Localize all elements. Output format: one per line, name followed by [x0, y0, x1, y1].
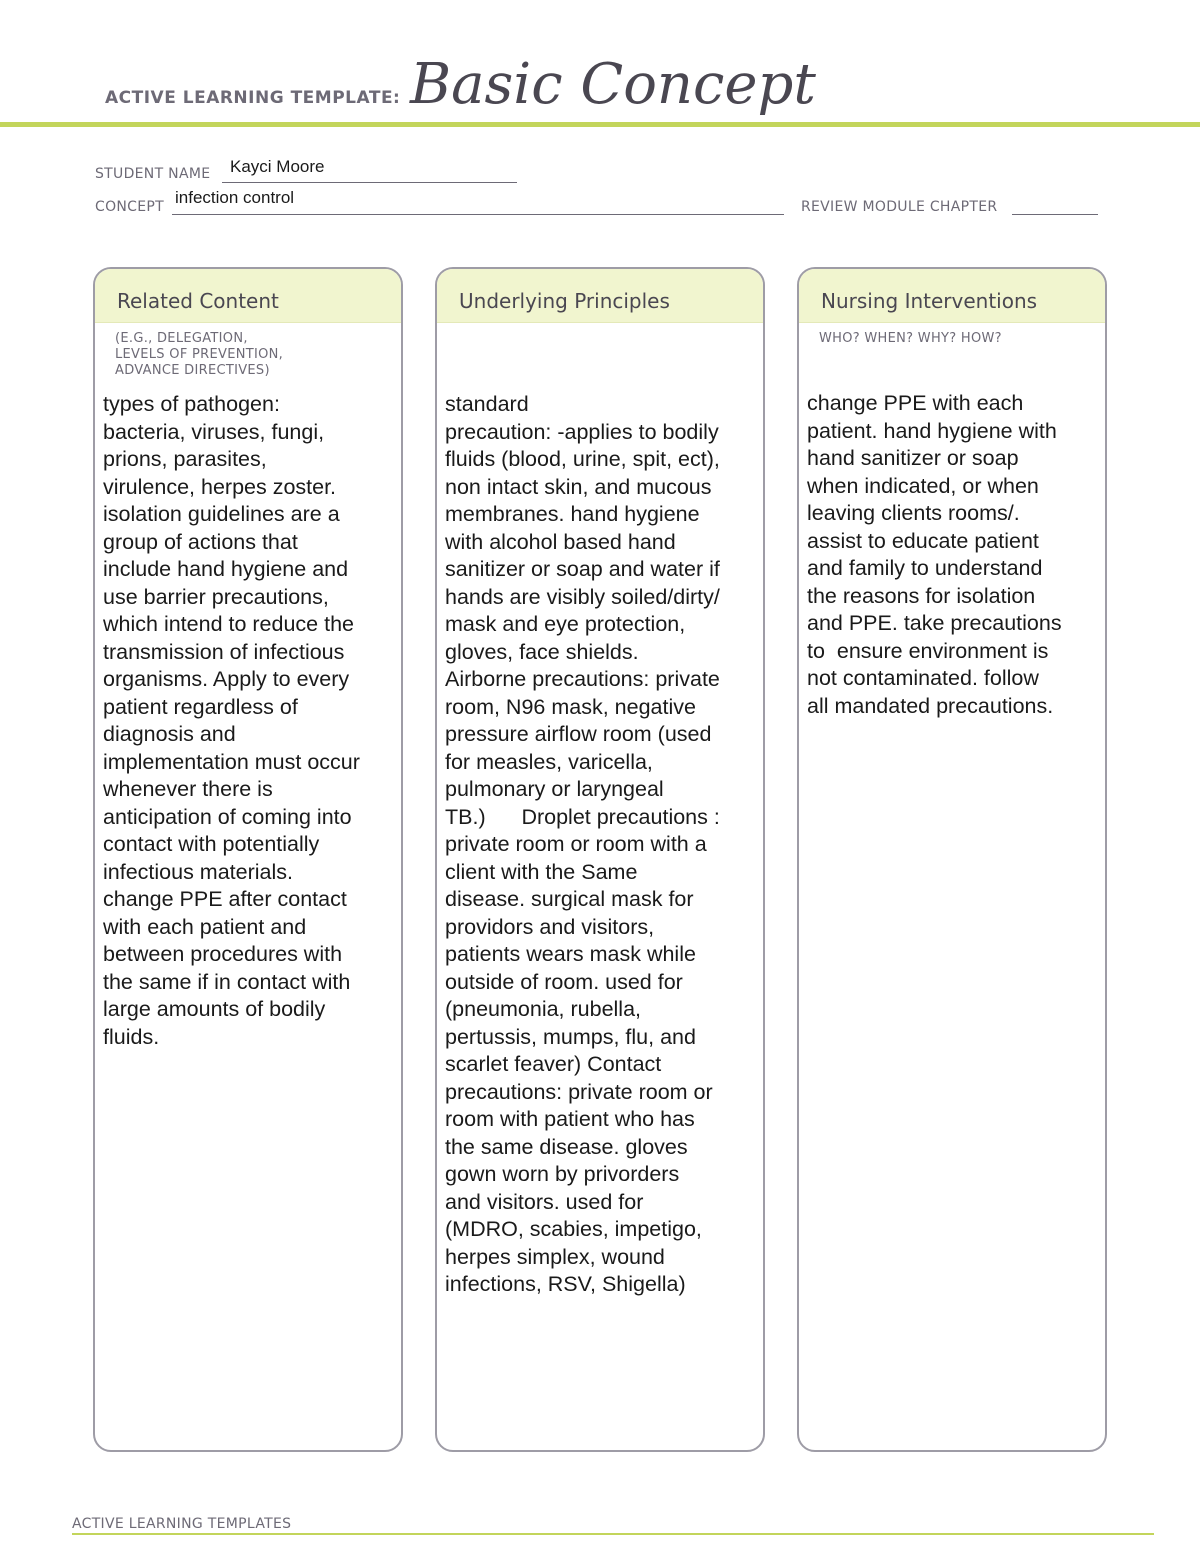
- student-name-line: [222, 182, 517, 183]
- page-title: Basic Concept: [410, 52, 816, 117]
- footer-divider: [72, 1533, 1154, 1535]
- concept-label: CONCEPT: [95, 199, 164, 215]
- review-module-line: [1012, 214, 1098, 215]
- template-label: ACTIVE LEARNING TEMPLATE:: [105, 88, 401, 108]
- related-content-text[interactable]: types of pathogen: bacteria, viruses, fungi, prions, parasites, virulence, herpes zoster. isolation guidelines are a group of actions that include hand hygiene and use barrier precautions, which intend to reduce the transmission of infectious organisms. Apply to every patient regardless of diagnosis and implementation must occur whenever there is anticipation of coming into contact with potentially infectious materials. change PPE after contact with each patient and between procedures with the same if in contact with large amounts of bodily fluids.: [103, 392, 360, 1049]
- footer-label: ACTIVE LEARNING TEMPLATES: [72, 1516, 292, 1532]
- related-content-hint-line: (E.G., DELEGATION,: [115, 331, 248, 346]
- review-module-label: REVIEW MODULE CHAPTER: [801, 199, 998, 215]
- related-content-hint-line: ADVANCE DIRECTIVES): [115, 363, 270, 378]
- nursing-interventions-hint: [819, 331, 1105, 347]
- concept-line: [172, 214, 784, 215]
- nursing-interventions-box: [797, 267, 1107, 1452]
- header-divider: [0, 122, 1200, 127]
- page-header: [0, 0, 1200, 128]
- student-name-field[interactable]: Kayci Moore: [230, 157, 325, 176]
- related-content-hint-line: LEVELS OF PREVENTION,: [115, 347, 284, 362]
- related-content-box: [93, 267, 403, 1452]
- nursing-interventions-text[interactable]: change PPE with each patient. hand hygiene with hand sanitizer or soap when indicated, or when leaving clients rooms/. assist to educate patient and family to understand the reasons for isolation and PPE. take precautions to ensure environment is not contaminated. follow all mandated precautions.: [807, 391, 1062, 718]
- nursing-interventions-title: Nursing Interventions: [799, 269, 1105, 323]
- student-name-label: STUDENT NAME: [95, 166, 211, 182]
- related-content-hint: [115, 331, 401, 379]
- nursing-interventions-hint-line: WHO? WHEN? WHY? HOW?: [819, 331, 1002, 346]
- underlying-principles-box: [435, 267, 765, 1452]
- concept-field[interactable]: infection control: [175, 188, 295, 207]
- underlying-principles-title: Underlying Principles: [437, 269, 763, 323]
- related-content-title: Related Content: [95, 269, 401, 323]
- underlying-principles-text[interactable]: standard precaution: -applies to bodily fluids (blood, urine, spit, ect), non intact skin, and mucous membranes. hand hygiene with alcohol based hand sanitizer or soap and water if hands are visibly soiled/dirty/ mask and eye protection, gloves, face shields. Airborne precautions: private room, N96 mask, negative pressure airflow room (used for measles, varicella, pulmonary or laryngeal TB.) Droplet precautions : private room or room with a client with the Same disease. surgical mask for providors and visitors, patients wears mask while outside of room. used for (pneumonia, rubella, pertussis, mumps, flu, and scarlet feaver) Contact precautions: private room or room with patient who has the same disease. gloves gown worn by privorders and visitors. used for (MDRO, scabies, impetigo, herpes simplex, wound infections, RSV, Shigella): [445, 392, 720, 1296]
